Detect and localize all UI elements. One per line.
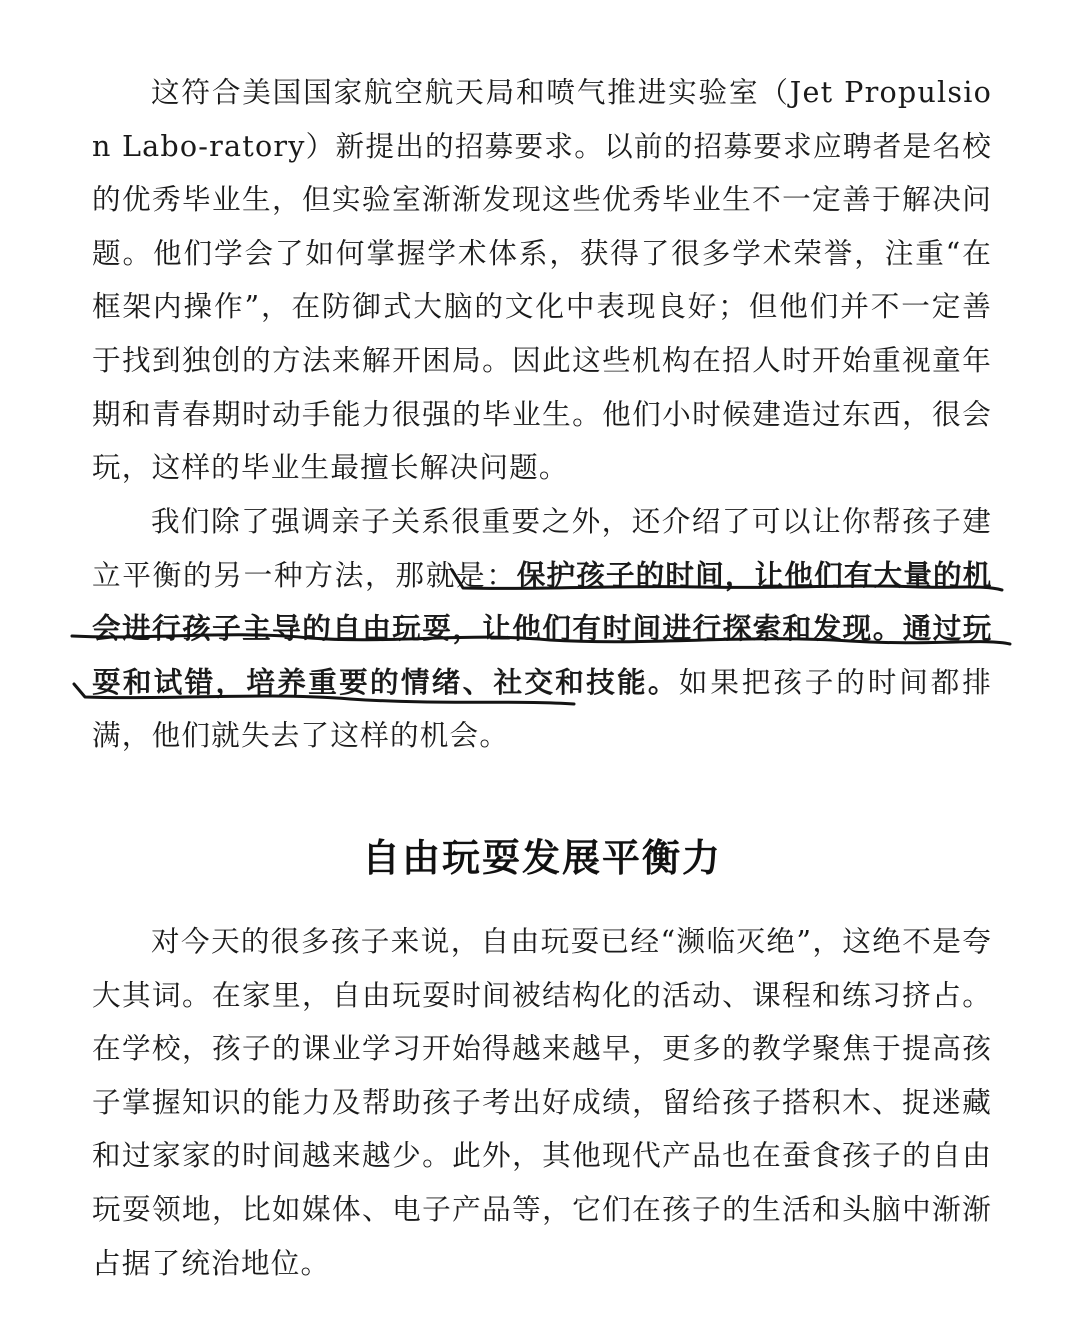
paragraph-tail-text: 如果把孩子的时间都排满，他们就失去了这样的机会。	[92, 664, 992, 753]
underlined-emphasis-text: 保护孩子的时间，让他们有大量的机会进行孩子主导的自由玩耍，让他们有时间进行探索和发现。通过玩耍和试错，培养重要的情绪、社交和技能。	[92, 557, 992, 699]
paragraph-free-play: 对今天的很多孩子来说，自由玩耍已经“濒临灭绝”，这绝不是夸大其词。在家里，自由玩耍时间被结构化的活动、课程和练习挤占。在学校，孩子的课业学习开始得越来越早，更多的教学聚焦于提高孩子掌握知识的能力及帮助孩子考出好成绩，留给孩子搭积木、捉迷藏和过家家的时间越来越少。此外，其他现代产品也在蚕食孩子的自由玩耍领地，比如媒体、电子产品等，它们在孩子的生活和头脑中渐渐占据了统治地位。	[92, 924, 992, 1280]
paragraph-lead-text: 我们除了强调亲子关系很重要之外，还介绍了可以让你帮孩子建立平衡的另一种方法，那就是：	[92, 504, 992, 592]
book-page	[92, 0, 992, 1331]
section-heading: 自由玩耍发展平衡力	[361, 836, 722, 880]
paragraph-jpl-recruitment: 这符合美国国家航空航天局和喷气推进实验室（Jet Propulsion Labo-ratory）新提出的招募要求。以前的招募要求应聘者是名校的优秀毕业生，但实验室渐渐发现这些优秀毕业生不一定善于解决问题。他们学会了如何掌握学术体系，获得了很多学术荣誉，注重“在框架内操作”，在防御式大脑的文化中表现良好；但他们并不一定善于找到独创的方法来解开困局。因此这些机构在招人时开始重视童年期和青春期时动手能力很强的毕业生。他们小时候建造过东西，很会玩，这样的毕业生最擅长解决问题。	[92, 75, 992, 485]
paragraph-balance-method	[92, 495, 992, 763]
